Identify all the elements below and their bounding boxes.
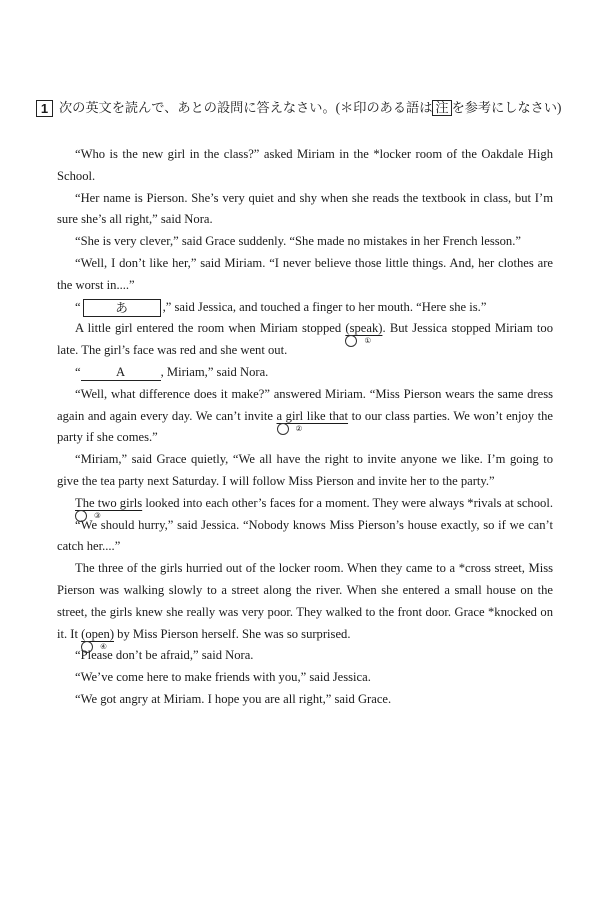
paragraph-10 <box>57 493 553 520</box>
blank-a: A <box>81 365 161 381</box>
underlined-girl-like-that <box>276 408 349 433</box>
paragraph-5 <box>57 297 553 319</box>
paragraph-12 <box>57 558 553 651</box>
underlined-two-girls-text: The two girls <box>75 495 143 510</box>
paragraph-6 <box>57 318 553 362</box>
instruction-text: 次の英文を読んで、あとの設問に答えなさい。(＊印のある語は <box>59 100 433 115</box>
underlined-open-text: (open) <box>81 626 115 641</box>
paragraph-12-text: The three of the girls hurried out of the locker room. When they came to a *cross street, Miss Pierson was walking slowly to a street along the river. When she entered a small house on the street, the girls knew she really was very poor. They walked to the front door. Grace *knocked on it. It <box>57 561 553 641</box>
paragraph-9: “Miriam,” said Grace quietly, “We all have the right to invite anyone we like. I’m going to give the tea party next Saturday. I will follow Miss Pierson and invite her to the party.” <box>57 452 553 488</box>
marker-3: ③ <box>75 510 87 522</box>
quote-open: “ <box>75 364 81 379</box>
reading-passage <box>57 144 553 711</box>
quote-open: “ <box>75 299 81 314</box>
question-number: 1 <box>36 100 53 117</box>
paragraph-3: “She is very clever,” said Grace suddenly. “She made no mistakes in her French lesson.” <box>75 234 521 249</box>
paragraph-13: “Please don’t be afraid,” said Nora. <box>75 648 254 663</box>
paragraph-1: “Who is the new girl in the class?” asked Miriam in the *locker room of the Oakdale High School. <box>57 147 553 183</box>
paragraph-8-text: “Well, what difference does it make?” answered Miriam. “Miss Pierson wears the same dress again and again every day. We can’t invite <box>57 386 553 423</box>
marker-2: ② <box>277 423 289 435</box>
note-label: 注 <box>432 100 451 116</box>
paragraph-6-text: A little girl entered the room when Miriam stopped <box>75 321 346 336</box>
paragraph-12-text-end: by Miss Pierson herself. She was so surprised. <box>114 626 351 641</box>
underlined-two-girls <box>75 495 143 520</box>
paragraph-11: “We should hurry,” said Jessica. “Nobody knows Miss Pierson’s house exactly, so if we can’t catch her....” <box>57 517 553 554</box>
paragraph-4: “Well, I don’t like her,” said Miriam. “I never believe those little things. And, her clothes are the worst in....” <box>57 255 553 292</box>
underlined-open <box>81 626 115 651</box>
paragraph-7 <box>57 362 553 384</box>
underlined-girl-text: a girl like that <box>276 408 349 423</box>
question-header <box>36 99 576 117</box>
marker-1: ① <box>345 335 357 347</box>
paragraph-10-text: looked into each other’s faces for a moment. They were always *rivals at school. <box>142 495 553 510</box>
paragraph-7-text: , Miriam,” said Nora. <box>160 364 269 379</box>
underlined-speak-text: (speak) <box>345 321 383 336</box>
answer-box-a: あ <box>83 299 161 317</box>
paragraph-15: “We got angry at Miriam. I hope you are all right,” said Grace. <box>75 691 392 706</box>
instruction-text-end: を参考にしなさい) <box>451 100 562 115</box>
underlined-speak <box>345 321 383 346</box>
paragraph-8-text-end: to our class parties. We won’t enjoy the party if she comes.” <box>57 408 554 445</box>
paragraph-5-text: ,” said Jessica, and touched a finger to her mouth. “Here she is.” <box>162 299 487 314</box>
marker-4: ④ <box>81 641 93 653</box>
paragraph-8 <box>57 384 553 449</box>
paragraph-2: “Her name is Pierson. She’s very quiet and shy when she reads the textbook in class, but I’m sure she’s all right,” said Nora. <box>57 190 553 227</box>
paragraph-14: “We’ve come here to make friends with you,” said Jessica. <box>75 670 371 685</box>
paragraph-6-text-end: . But Jessica stopped Miriam too late. The girl’s face was red and she went out. <box>57 321 553 358</box>
